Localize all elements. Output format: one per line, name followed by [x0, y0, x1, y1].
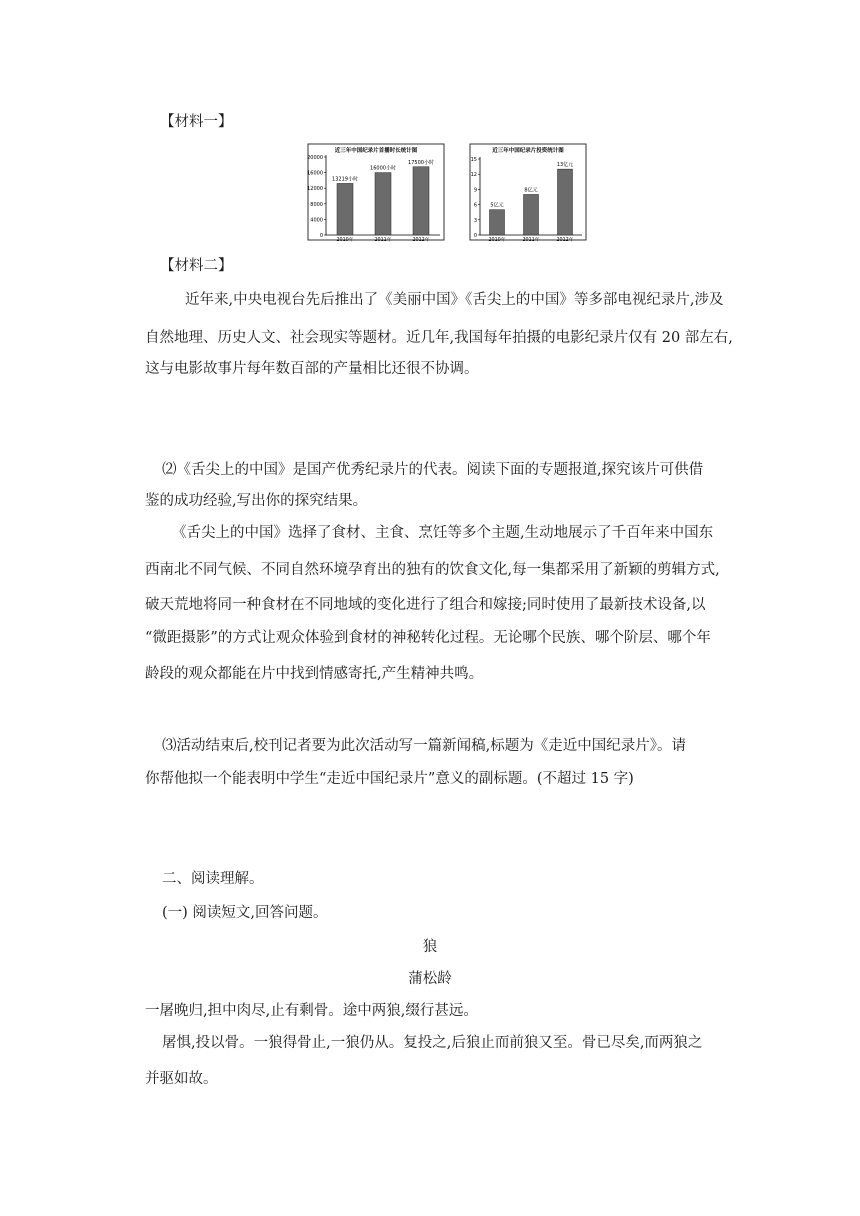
- y-tick-label: 15: [470, 157, 477, 163]
- material2-line: 近年来,中央电视台先后推出了《美丽中国》《舌尖上的中国》等多部电视纪录片,涉及: [185, 292, 724, 308]
- bar: [490, 210, 505, 235]
- passage-line: 屠惧,投以骨。一狼得骨止,一狼仍从。复投之,后狼止而前狼又至。骨已尽矣,而两狼之: [162, 1035, 703, 1051]
- passage-line: 一屠晚归,担中肉尽,止有剩骨。途中两狼,缀行甚远。: [145, 1003, 478, 1019]
- y-tick-label: 0: [473, 233, 477, 239]
- y-tick-label: 3: [473, 217, 477, 224]
- report-line: 龄段的观众都能在片中找到情感寄托,产生精神共鸣。: [145, 666, 484, 682]
- passage-line: 并驱如故。: [145, 1071, 218, 1087]
- x-tick-label: 2012年: [556, 238, 574, 242]
- x-tick-label: 2011年: [374, 238, 392, 242]
- x-tick-label: 2012年: [412, 238, 430, 242]
- x-tick-label: 2010年: [488, 238, 506, 242]
- y-tick-label: 20000: [307, 155, 323, 161]
- y-tick-label: 6: [473, 202, 477, 209]
- bar: [524, 194, 539, 235]
- report-line: 西南北不同气候、不同自然环境孕育出的独有的饮食文化,每一集都采用了新颖的剪辑方式,: [145, 562, 720, 578]
- bar: [337, 183, 353, 235]
- report-line: 破天荒地将同一种食材在不同地域的变化进行了组合和嫁接;同时使用了最新技术设备,以: [145, 597, 706, 613]
- y-tick-label: 12000: [307, 186, 323, 193]
- data-label: 16000小时: [370, 165, 396, 172]
- bar: [375, 173, 391, 235]
- question-2-line: 鉴的成功经验,写出你的探究结果。: [145, 493, 368, 509]
- chart-title: 近三年中国纪录片投资统计图: [492, 148, 564, 154]
- poem-author: 蒲松龄: [408, 971, 452, 987]
- x-tick-label: 2010年: [336, 238, 354, 242]
- bar: [413, 167, 429, 235]
- section-2-heading: 二、阅读理解。: [162, 871, 264, 887]
- question-2-line: ⑵《舌尖上的中国》是国产优秀纪录片的代表。阅读下面的专题报道,探究该片可供借: [162, 462, 704, 478]
- chart-investment: [456, 142, 588, 242]
- material1-label: 【材料一】: [160, 114, 233, 130]
- data-label: 13亿元: [556, 162, 574, 169]
- y-tick-label: 8000: [310, 201, 323, 208]
- subsection-1-heading: (一) 阅读短文,回答问题。: [162, 905, 328, 921]
- poem-title: 狼: [422, 939, 438, 955]
- y-tick-label: 16000: [307, 170, 323, 177]
- data-label: 8亿元: [524, 187, 538, 194]
- data-label: 17500小时: [408, 159, 434, 166]
- y-tick-label: 9: [473, 187, 477, 194]
- x-tick-label: 2011年: [522, 238, 540, 242]
- y-tick-label: 0: [319, 233, 323, 239]
- y-tick-label: 12: [470, 172, 477, 179]
- data-label: 5亿元: [490, 202, 504, 209]
- report-line: 《舌尖上的中国》选择了食材、主食、烹饪等多个主题,生动地展示了千百年来中国东: [172, 525, 714, 541]
- chart-broadcast-hours: [296, 142, 446, 242]
- bar: [558, 169, 573, 235]
- chart-title: 近三年中国纪录片首播时长统计图: [334, 148, 418, 154]
- report-line: “微距摄影”的方式让观众体验到食材的神秘转化过程。无论哪个民族、哪个阶层、哪个年: [145, 630, 711, 646]
- y-tick-label: 4000: [310, 217, 323, 224]
- material2-label: 【材料二】: [160, 258, 233, 274]
- material2-line: 自然地理、历史人文、社会现实等题材。近几年,我国每年拍摄的电影纪录片仅有 20 部左右,: [145, 330, 733, 346]
- question-3-line: ⑶活动结束后,校刊记者要为此次活动写一篇新闻稿,标题为《走近中国纪录片》。请: [162, 738, 686, 754]
- data-label: 13219小时: [332, 176, 358, 183]
- question-3-line: 你帮他拟一个能表明中学生“走近中国纪录片”意义的副标题。(不超过 15 字): [145, 771, 634, 787]
- material2-line: 这与电影故事片每年数百部的产量相比还很不协调。: [145, 361, 479, 377]
